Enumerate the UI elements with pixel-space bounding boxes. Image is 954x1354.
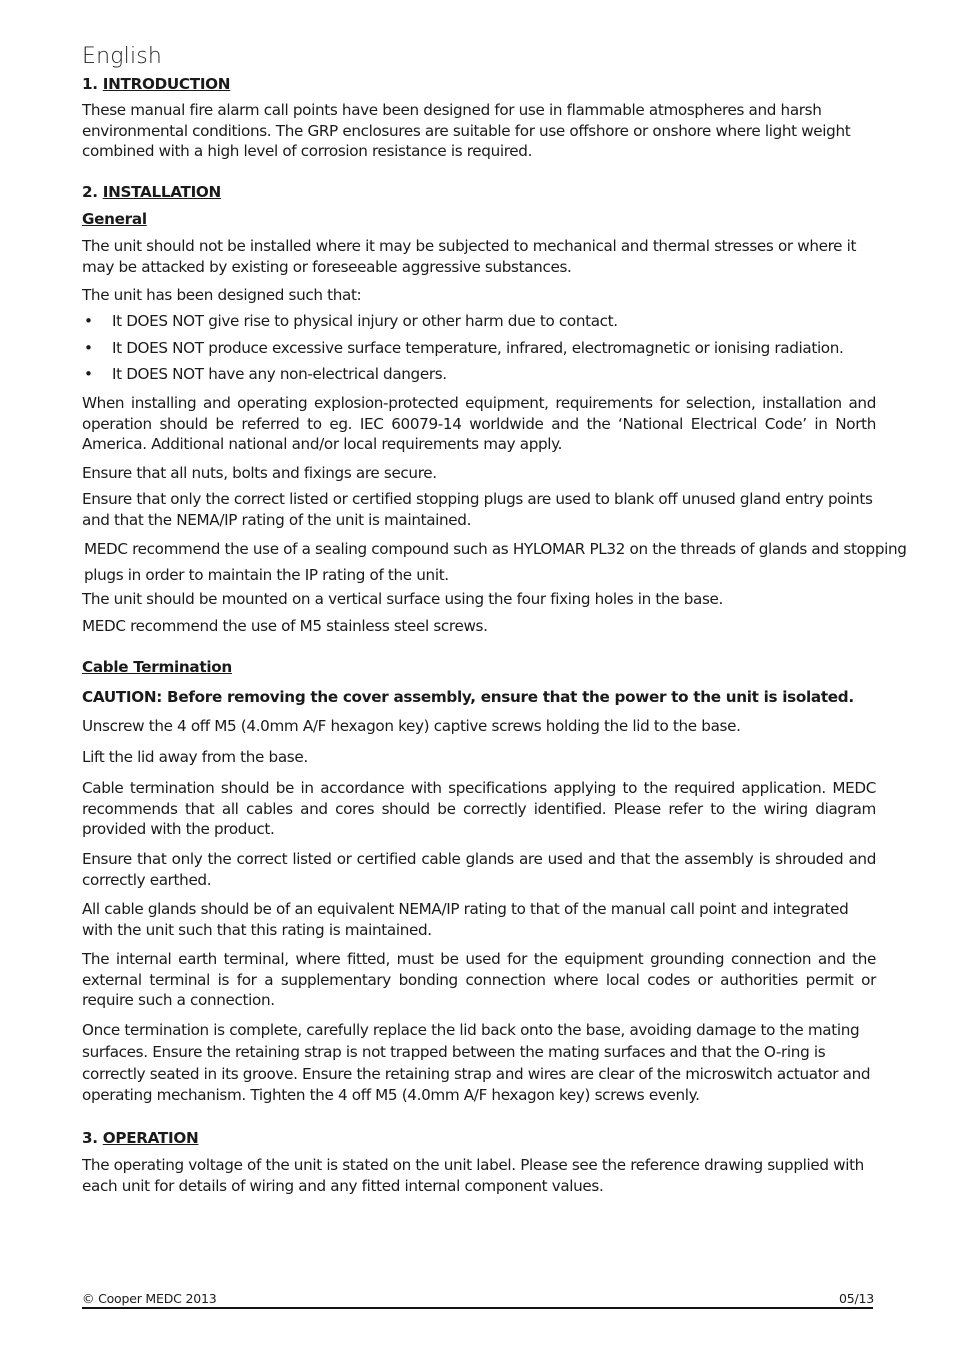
bullet-text: It DOES NOT produce excessive surface temperature, infrared, electromagnetic or ionising radiation. (112, 339, 844, 357)
paragraph: When installing and operating explosion-protected equipment, requirements for selection, installation and operation should be referred to eg. IEC 60079-14 worldwide and the ‘National Electrical Code’ in North America. Additional national and/or local requirements may apply. (82, 394, 876, 454)
paragraph: The unit has been designed such that: (82, 286, 362, 304)
paragraph: MEDC recommend the use of M5 stainless steel screws. (82, 617, 488, 635)
paragraph: All cable glands should be of an equivalent NEMA/IP rating to that of the manual call point and integrated with the unit such that this rating is maintained. (82, 900, 849, 939)
section-heading-operation (82, 1128, 876, 1149)
paragraph: Ensure that all nuts, bolts and fixings are secure. (82, 464, 437, 482)
section-heading-introduction (82, 74, 876, 95)
section-number: 2. (82, 183, 98, 201)
paragraph: Unscrew the 4 off M5 (4.0mm A/F hexagon key) captive screws holding the lid to the base. (82, 717, 741, 735)
paragraph: The unit should be mounted on a vertical surface using the four fixing holes in the base. (82, 590, 724, 608)
intro-paragraph: These manual fire alarm call points have been designed for use in flammable atmospheres and harsh environmental conditions. The GRP enclosures are suitable for use offshore or onshore where light weight combined with a high level of corrosion resistance is required. (82, 101, 851, 161)
section-number: 1. (82, 75, 98, 93)
paragraph: The unit should not be installed where it may be subjected to mechanical and thermal stresses or where it may be attacked by existing or foreseeable aggressive substances. (82, 237, 857, 276)
paragraph: Cable termination should be in accordance with specifications applying to the required application. MEDC recommends that all cables and cores should be correctly identified. Please refer to the wiring diagram provided with the product. (82, 779, 876, 839)
bullet-symbol: • (84, 339, 93, 357)
section-number: 3. (82, 1129, 98, 1147)
paragraph: MEDC recommend the use of a sealing compound such as HYLOMAR PL32 on the threads of glands and stopping (84, 540, 907, 558)
subheading-title: General (82, 210, 147, 228)
section-heading-installation (82, 182, 876, 203)
language-heading: English (82, 44, 163, 69)
footer-date: 05/13 (838, 1291, 874, 1306)
subheading-title: Cable Termination (82, 658, 232, 676)
footer-copyright: © Cooper MEDC 2013 (82, 1291, 217, 1306)
paragraph: Ensure that only the correct listed or certified stopping plugs are used to blank off unused gland entry points and that the NEMA/IP rating of the unit is maintained. (82, 490, 873, 529)
section-title: INSTALLATION (102, 183, 221, 201)
caution-text: CAUTION: Before removing the cover assembly, ensure that the power to the unit is isolated. (82, 688, 854, 706)
bullet-text: It DOES NOT give rise to physical injury or other harm due to contact. (112, 312, 618, 330)
subheading-cable-termination (82, 657, 876, 678)
paragraph: The operating voltage of the unit is stated on the unit label. Please see the reference drawing supplied with each unit for details of wiring and any fitted internal component values. (82, 1156, 864, 1195)
paragraph: Ensure that only the correct listed or certified cable glands are used and that the assembly is shrouded and correctly earthed. (82, 850, 876, 889)
bullet-symbol: • (84, 365, 93, 383)
footer-divider (82, 1307, 873, 1309)
section-title: INTRODUCTION (102, 75, 231, 93)
paragraph: plugs in order to maintain the IP rating of the unit. (84, 566, 449, 584)
paragraph: The internal earth terminal, where fitted, must be used for the equipment grounding connection and the external terminal is for a supplementary bonding connection where local codes or authorities permit or require such a connection. (82, 950, 876, 1010)
subheading-general (82, 209, 876, 230)
section-title: OPERATION (102, 1129, 199, 1147)
paragraph: Once termination is complete, carefully replace the lid back onto the base, avoiding damage to the mating surfaces. Ensure the retaining strap is not trapped between the mating surfaces and that the O-ring is correctly seated in its groove. Ensure the retaining strap and wires are clear of the microswitch actuator and operating mechanism. Tighten the 4 off M5 (4.0mm A/F hexagon key) screws evenly. (82, 1021, 871, 1105)
bullet-symbol: • (84, 312, 93, 330)
paragraph: Lift the lid away from the base. (82, 748, 308, 766)
bullet-text: It DOES NOT have any non-electrical dangers. (112, 365, 447, 383)
